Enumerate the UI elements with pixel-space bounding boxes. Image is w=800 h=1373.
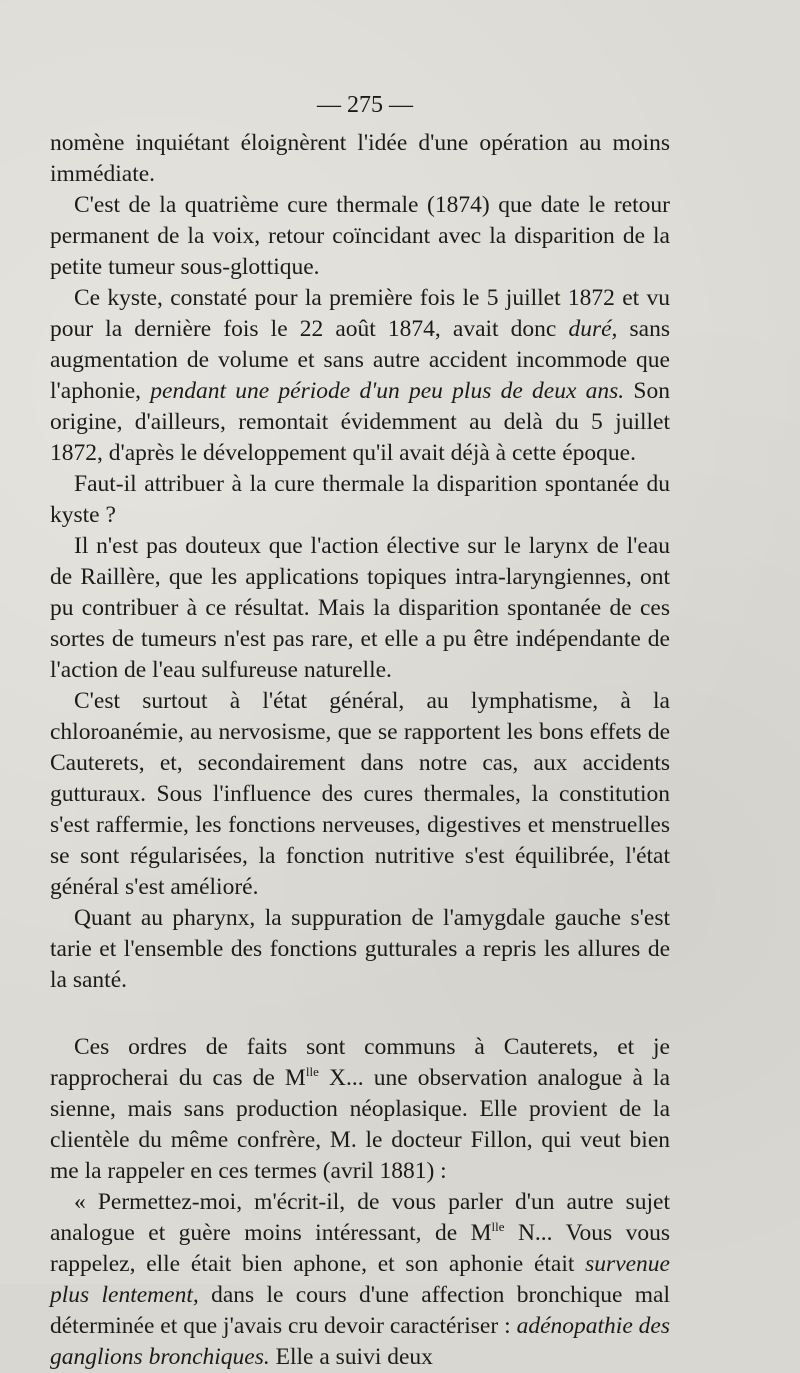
paragraph-2: C'est de la quatrième cure thermale (1874) que date le retour permanent de la voix, retour coïncidant avec la disparition de la petite tumeur sous-glottique.	[50, 192, 670, 280]
paragraph-7: Quant au pharynx, la suppuration de l'amygdale gauche s'est tarie et l'ensemble des fonctions gutturales a repris les allures de la santé.	[50, 905, 670, 993]
paragraph-9-superscript: lle	[491, 1219, 505, 1234]
paragraph-9-text-b: N... Vous vous rappelez, elle était bien aphone, et son aphonie était	[50, 1220, 670, 1277]
paragraph-9	[50, 1187, 670, 1373]
paragraph-3-italic-periode: pendant une période d'un peu plus de deux ans.	[150, 378, 625, 404]
paragraph-3-text-e: Son origine, d'ailleurs, remontait évidemment au delà du 5 juillet 1872, d'après le développement qu'il avait déjà à cette époque.	[50, 378, 670, 466]
paragraph-9-text-f: Elle a suivi deux	[269, 1344, 433, 1370]
paragraph-9-italic-adenopathie: adénopathie des ganglions bronchiques.	[50, 1313, 670, 1370]
paragraph-8	[50, 1032, 670, 1187]
paragraph-9-text-a: « Permettez-moi, m'écrit-il, de vous parler d'un autre sujet analogue et guère moins intéressant, de M	[50, 1189, 670, 1246]
paragraph-3-text-c: sans augmentation de volume et sans autre accident incommode que l'aphonie,	[50, 316, 670, 404]
page-number: — 275 —	[317, 92, 413, 118]
paragraph-9-text-d: dans le cours d'une affection bronchique mal déterminée et que j'avais cru devoir caractériser :	[50, 1282, 670, 1339]
paragraph-3	[50, 283, 670, 469]
paragraph-3-text-a: Ce kyste, constaté pour la première fois le 5 juillet 1872 et vu pour la dernière fois le 22 août 1874, avait donc	[50, 285, 670, 342]
paragraph-8-text-a: Ces ordres de faits sont communs à Cauterets, et je rapprocherai du cas de M	[50, 1034, 670, 1091]
paragraph-8-superscript: lle	[305, 1064, 319, 1079]
paragraph-8-text-b: X... une observation analogue à la sienne, mais sans production néoplasique. Elle provient de la clientèle du même confrère, M. le docteur Fillon, qui veut bien me la rappeler en ces termes (avril 1881) :	[50, 1065, 670, 1184]
paragraph-5: Il n'est pas douteux que l'action élective sur le larynx de l'eau de Raillère, que les applications topiques intra-laryngiennes, ont pu contribuer à ce résultat. Mais la disparition spontanée de ces sortes de tumeurs n'est pas rare, et elle a pu être indépendante de l'action de l'eau sulfureuse naturelle.	[50, 533, 670, 683]
paragraph-1: nomène inquiétant éloignèrent l'idée d'une opération au moins immédiate.	[50, 130, 670, 187]
paragraph-6: C'est surtout à l'état général, au lymphatisme, à la chloroanémie, au nervosisme, que se rapportent les bons effets de Cauterets, et, secondairement dans notre cas, aux accidents gutturaux. Sous l'influence des cures thermales, la constitution s'est raffermie, les fonctions nerveuses, digestives et menstruelles se sont régularisées, la fonction nutritive s'est équilibrée, l'état général s'est amélioré.	[50, 688, 670, 900]
paragraph-3-italic-dure: duré,	[568, 316, 618, 342]
body-text	[50, 128, 670, 1373]
paragraph-4: Faut-il attribuer à la cure thermale la disparition spontanée du kyste ?	[50, 471, 670, 528]
paragraph-9-italic-survenue: survenue plus lentement,	[50, 1251, 670, 1308]
